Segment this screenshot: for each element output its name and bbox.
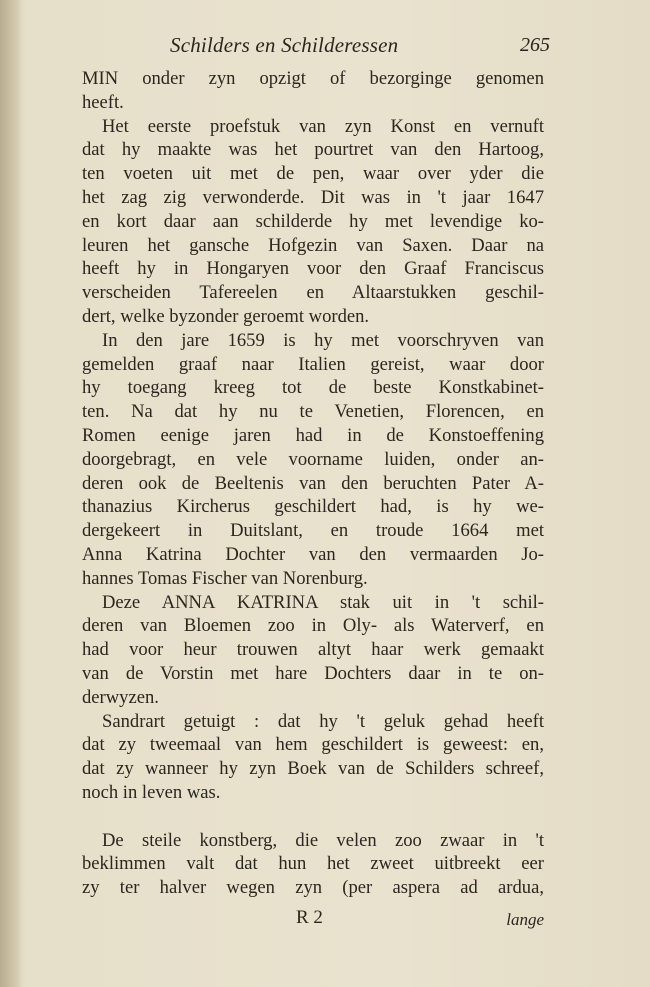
text-line: leuren het gansche Hofgezin van Saxen. Daar na (82, 234, 544, 256)
text-line: dat zy wanneer hy zyn Boek van de Schilders schreef, (82, 758, 544, 780)
text-line: Het eerste proefstuk van zyn Konst en vernuft (102, 115, 544, 137)
catchword: lange (506, 910, 544, 929)
text-line: heeft hy in Hongaryen voor den Graaf Franciscus (82, 258, 544, 280)
page-header (78, 33, 550, 63)
text-line: beklimmen valt dat hun het zweet uitbreekt eer (82, 853, 544, 875)
text-line: hy toegang kreeg tot de beste Konstkabinet- (82, 377, 544, 399)
text-line: derwyzen. (82, 686, 159, 708)
book-gutter (0, 0, 22, 987)
text-line: heeft. (82, 91, 124, 113)
text-line: Anna Katrina Dochter van den vermaarden Jo- (82, 543, 544, 565)
text-line: dat hy maakte was het pourtret van den Hartoog, (82, 139, 544, 161)
page-number: 265 (520, 34, 550, 56)
text-line: deren van Bloemen zoo in Oly- als Waterverf, en (82, 615, 544, 637)
text-line: thanazius Kircherus geschildert had, is hy we- (82, 496, 544, 518)
text-line: In den jare 1659 is hy met voorschryven van (102, 329, 544, 351)
text-line: doorgebragt, en vele voorname luiden, onder an- (82, 448, 544, 470)
text-line: ten. Na dat hy nu te Venetien, Florencen, en (82, 401, 544, 423)
text-line: had voor heur trouwen altyt haar werk gemaakt (82, 639, 544, 661)
text-line: ten voeten uit met de pen, waar over yder die (82, 163, 544, 185)
text-line: Romen eenige jaren had in de Konstoeffening (82, 424, 544, 446)
text-line: dergekeert in Duitslant, en troude 1664 met (82, 520, 544, 542)
text-line: van de Vorstin met hare Dochters daar in te on- (82, 662, 544, 684)
running-title: Schilders en Schilderessen (170, 33, 399, 57)
text-line: verscheiden Tafereelen en Altaarstukken geschil- (82, 282, 544, 304)
text-line: hannes Tomas Fischer van Norenburg. (82, 567, 368, 589)
text-line: noch in leven was. (82, 781, 221, 803)
text-line: het zag zig verwonderde. Dit was in 't jaar 1647 (82, 186, 544, 208)
text-line: dat zy tweemaal van hem geschildert is geweest: en, (82, 734, 544, 756)
text-line: MIN onder zyn opzigt of bezorginge genomen (82, 68, 544, 89)
text-line: De steile konstberg, die velen zoo zwaar in 't (102, 829, 544, 851)
signature-mark: R 2 (296, 907, 323, 928)
text-line: gemelden graaf naar Italien gereist, waar door (82, 353, 544, 375)
text-line: deren ook de Beeltenis van den beruchten Pater A- (82, 472, 544, 494)
blank-line (82, 805, 544, 829)
text-line: zy ter halver wegen zyn (per aspera ad ardua, (82, 877, 544, 899)
body-text (82, 67, 544, 900)
text-line: dert, welke byzonder geroemt worden. (82, 305, 370, 327)
text-line: Deze ANNA KATRINA stak uit in 't schil- (102, 591, 544, 613)
text-line: Sandrart getuigt : dat hy 't geluk gehad heeft (102, 710, 544, 732)
text-line: en kort daar aan schilderde hy met levendige ko- (82, 210, 544, 232)
